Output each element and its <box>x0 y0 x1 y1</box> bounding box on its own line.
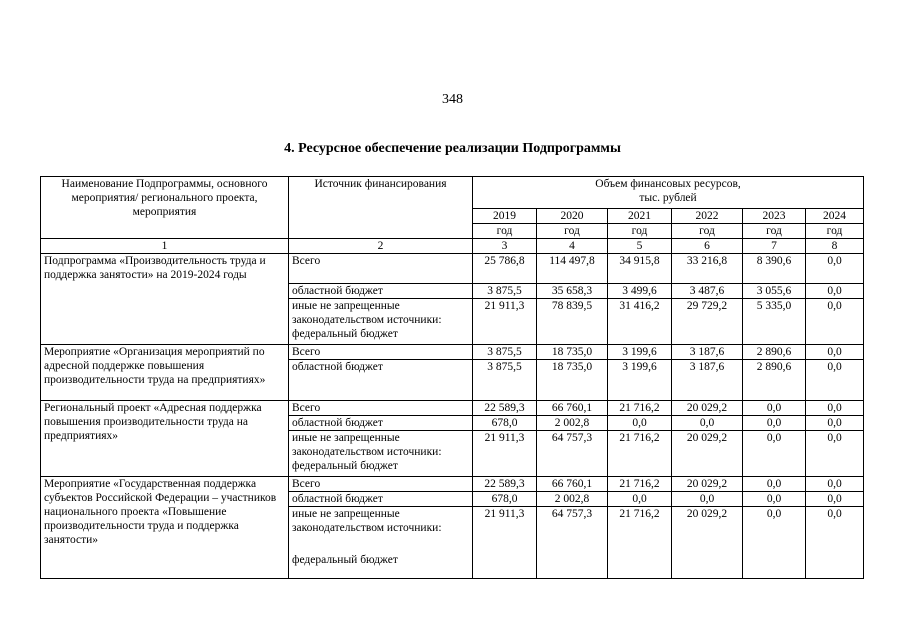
funding-source <box>289 401 473 416</box>
value-cell: 0,0 <box>743 477 806 492</box>
value-cell: 21 911,3 <box>473 507 537 579</box>
header-year: 2024 <box>806 209 864 224</box>
value-cell: 0,0 <box>806 416 864 431</box>
table-body <box>41 254 864 579</box>
value-cell: 678,0 <box>473 416 537 431</box>
header-year: 2020 <box>537 209 608 224</box>
value-cell: 29 729,2 <box>672 299 743 345</box>
value-cell: 0,0 <box>806 284 864 299</box>
header-year: 2021 <box>608 209 672 224</box>
funding-source-line: Всего <box>292 402 321 414</box>
value-cell: 2 002,8 <box>537 416 608 431</box>
header-volume <box>473 177 864 209</box>
value-cell: 114 497,8 <box>537 254 608 284</box>
value-cell: 21 911,3 <box>473 299 537 345</box>
header-year: 2023 <box>743 209 806 224</box>
value-cell: 21 716,2 <box>608 507 672 579</box>
funding-source-line: иные не запрещенные <box>292 508 400 520</box>
value-cell: 21 716,2 <box>608 431 672 477</box>
funding-source <box>289 492 473 507</box>
value-cell: 66 760,1 <box>537 401 608 416</box>
value-cell: 2 890,6 <box>743 345 806 360</box>
value-cell: 2 002,8 <box>537 492 608 507</box>
funding-source-line: иные не запрещенные <box>292 300 400 312</box>
value-cell: 3 875,5 <box>473 345 537 360</box>
value-cell: 22 589,3 <box>473 477 537 492</box>
value-cell: 0,0 <box>743 431 806 477</box>
header-year-suffix: год <box>537 224 608 239</box>
funding-source-line: законодательством источники: <box>292 446 442 458</box>
funding-source <box>289 284 473 299</box>
program-name: Подпрограмма «Производительность труда и поддержка занятости» на 2019-2024 годы <box>41 254 289 345</box>
value-cell: 0,0 <box>672 416 743 431</box>
value-cell: 34 915,8 <box>608 254 672 284</box>
value-cell: 20 029,2 <box>672 401 743 416</box>
value-cell: 3 199,6 <box>608 345 672 360</box>
column-number: 5 <box>608 239 672 254</box>
value-cell: 0,0 <box>743 507 806 579</box>
project-name: Региональный проект «Адресная поддержка повышения производительности труда на предприятиях» <box>41 401 289 477</box>
funding-source-line: Всего <box>292 255 321 267</box>
funding-source-line: Всего <box>292 346 321 358</box>
value-cell: 0,0 <box>608 416 672 431</box>
value-cell: 21 911,3 <box>473 431 537 477</box>
funding-source <box>289 431 473 477</box>
value-cell: 25 786,8 <box>473 254 537 284</box>
table-row <box>41 345 864 360</box>
event-name: Мероприятие «Государственная поддержка субъектов Российской Федерации – участников национального проекта «Повышение производительности труда и поддержка занятости» <box>41 477 289 579</box>
header-year: 2022 <box>672 209 743 224</box>
header-volume-line1: Объем финансовых ресурсов, <box>595 178 741 190</box>
value-cell: 0,0 <box>806 360 864 401</box>
value-cell: 0,0 <box>806 507 864 579</box>
funding-source-line: федеральный бюджет <box>292 554 398 566</box>
value-cell: 0,0 <box>806 492 864 507</box>
funding-source <box>289 477 473 492</box>
column-number: 4 <box>537 239 608 254</box>
header-year-suffix: год <box>473 224 537 239</box>
value-cell: 0,0 <box>743 401 806 416</box>
value-cell: 18 735,0 <box>537 360 608 401</box>
value-cell: 0,0 <box>806 431 864 477</box>
column-number: 8 <box>806 239 864 254</box>
funding-source-line: законодательством источники: <box>292 314 442 326</box>
header-source: Источник финансирования <box>289 177 473 239</box>
value-cell: 3 187,6 <box>672 345 743 360</box>
header-volume-line2: тыс. рублей <box>639 192 697 204</box>
column-number: 2 <box>289 239 473 254</box>
value-cell: 18 735,0 <box>537 345 608 360</box>
value-cell: 0,0 <box>806 401 864 416</box>
value-cell: 21 716,2 <box>608 401 672 416</box>
value-cell: 3 487,6 <box>672 284 743 299</box>
funding-source-line: федеральный бюджет <box>292 460 398 472</box>
value-cell: 31 416,2 <box>608 299 672 345</box>
value-cell: 21 716,2 <box>608 477 672 492</box>
event-name: Мероприятие «Организация мероприятий по адресной поддержке повышения производительности труда на предприятиях» <box>41 345 289 401</box>
value-cell: 3 055,6 <box>743 284 806 299</box>
column-number: 1 <box>41 239 289 254</box>
value-cell: 3 199,6 <box>608 360 672 401</box>
funding-source <box>289 416 473 431</box>
value-cell: 22 589,3 <box>473 401 537 416</box>
column-number: 6 <box>672 239 743 254</box>
value-cell: 33 216,8 <box>672 254 743 284</box>
funding-source-line: областной бюджет <box>292 493 383 505</box>
page-number: 348 <box>442 92 463 107</box>
value-cell: 0,0 <box>806 299 864 345</box>
value-cell: 3 187,6 <box>672 360 743 401</box>
value-cell: 0,0 <box>743 492 806 507</box>
value-cell: 3 875,5 <box>473 360 537 401</box>
funding-source <box>289 299 473 345</box>
column-number: 7 <box>743 239 806 254</box>
table-row <box>41 477 864 492</box>
value-cell: 0,0 <box>806 345 864 360</box>
value-cell: 66 760,1 <box>537 477 608 492</box>
value-cell: 20 029,2 <box>672 431 743 477</box>
table-row <box>41 254 864 284</box>
table-row <box>41 401 864 416</box>
header-year-suffix: год <box>806 224 864 239</box>
value-cell: 78 839,5 <box>537 299 608 345</box>
value-cell: 0,0 <box>806 477 864 492</box>
value-cell: 5 335,0 <box>743 299 806 345</box>
column-number: 3 <box>473 239 537 254</box>
funding-source-line: федеральный бюджет <box>292 328 398 340</box>
header-year-suffix: год <box>608 224 672 239</box>
header-year-suffix: год <box>672 224 743 239</box>
header-year-suffix: год <box>743 224 806 239</box>
value-cell: 20 029,2 <box>672 507 743 579</box>
funding-source-spacer <box>292 535 469 549</box>
funding-source <box>289 360 473 401</box>
funding-source-line: законодательством источники: <box>292 522 442 534</box>
value-cell: 64 757,3 <box>537 431 608 477</box>
section-title: 4. Ресурсное обеспечение реализации Подпрограммы <box>284 141 621 156</box>
value-cell: 678,0 <box>473 492 537 507</box>
value-cell: 64 757,3 <box>537 507 608 579</box>
value-cell: 35 658,3 <box>537 284 608 299</box>
value-cell: 3 875,5 <box>473 284 537 299</box>
funding-source-line: областной бюджет <box>292 285 383 297</box>
value-cell: 8 390,6 <box>743 254 806 284</box>
value-cell: 0,0 <box>672 492 743 507</box>
resource-table <box>40 176 864 579</box>
value-cell: 20 029,2 <box>672 477 743 492</box>
value-cell: 0,0 <box>608 492 672 507</box>
header-year: 2019 <box>473 209 537 224</box>
header-name: Наименование Подпрограммы, основного мероприятия/ регионального проекта, мероприятия <box>41 177 289 239</box>
funding-source <box>289 345 473 360</box>
value-cell: 0,0 <box>806 254 864 284</box>
value-cell: 0,0 <box>743 416 806 431</box>
funding-source <box>289 254 473 284</box>
value-cell: 3 499,6 <box>608 284 672 299</box>
funding-source-line: областной бюджет <box>292 417 383 429</box>
funding-source-line: областной бюджет <box>292 361 383 373</box>
funding-source-line: Всего <box>292 478 321 490</box>
funding-source <box>289 507 473 579</box>
value-cell: 2 890,6 <box>743 360 806 401</box>
funding-source-line: иные не запрещенные <box>292 432 400 444</box>
